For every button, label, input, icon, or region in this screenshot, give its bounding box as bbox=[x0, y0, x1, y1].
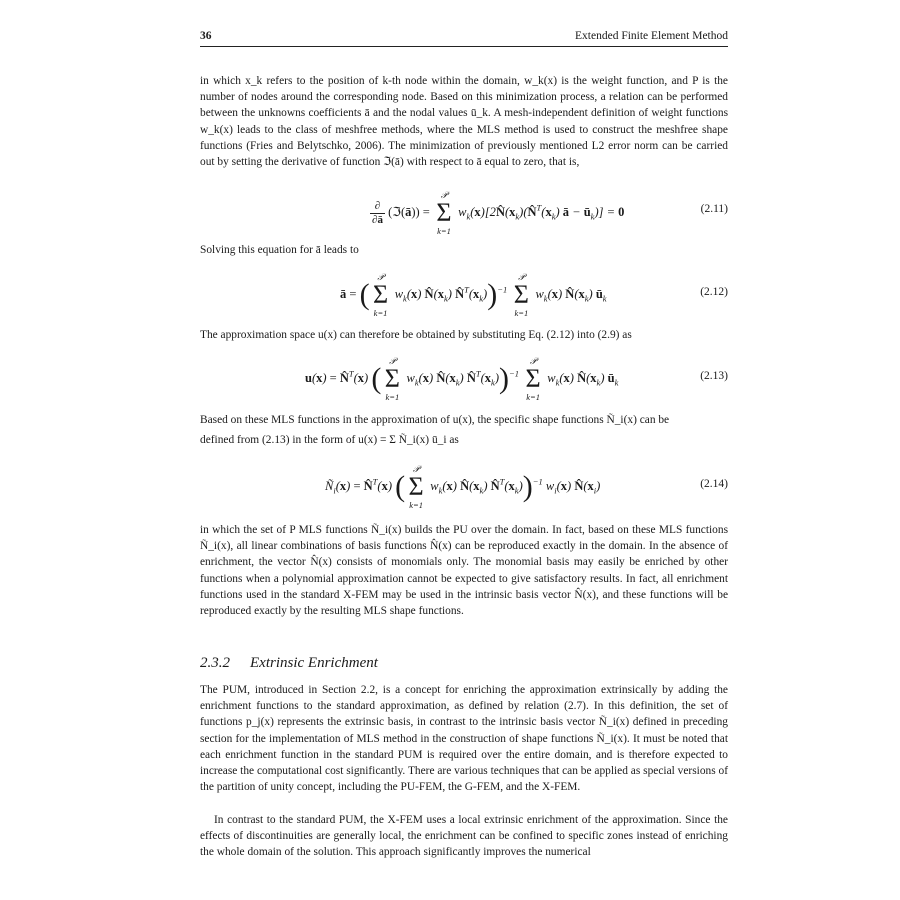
equation-2-12-body: ā = ( 𝒫 Σ k=1 $w_k(x)$ $N̂(x_k)$ $N̂^T(x_k))^{-1}$ 𝒫 Σ k=1 $w_k(x)$ $N̂(x_k)$ $ū_k$ bbox=[340, 272, 607, 318]
text-approximation-space: The approximation space u(x) can therefore be obtained by substituting Eq. (2.12) into (2.9) as bbox=[200, 329, 632, 341]
equation-2-11 bbox=[200, 190, 728, 234]
equation-number-2-13: (2.13) bbox=[700, 370, 728, 382]
equation-2-11-body: ∂ ∂ā (ℑ(ā)) = 𝒫 Σ k=1 $w_k(x)[2N̂(x_k)(N̂^T(x_k)$ ā − $ū_k)] = 0$ bbox=[372, 190, 625, 236]
page-number: 36 bbox=[200, 30, 212, 42]
paragraph-partition-of-unity: in which the set of P MLS functions Ñ_i(x) builds the PU over the domain. In fact, based on these MLS functions Ñ_i(x), all linear combinations of basis functions N̂(x) can be reproduced exactly in the domain. In the absence of enrichment, the vector N̂(x) consists of monomials only. The monomial basis may easily be enriched by other functions when a polynomial approximation cannot be expected to give satisfactory results. In fact, all enrichment functions used in the standard X-FEM may be used in the intrinsic basis vector N̂(x), and these functions will be reproduced exactly by the resulting MLS shape functions. bbox=[200, 524, 728, 618]
paragraph-pum: The PUM, introduced in Section 2.2, is a concept for enriching the approximation extrinsically by adding the enrichment functions to the standard approximation, as defined by relation (2.7). In this definition, the set of functions p_j(x) represents the extrinsic basis, in contrast to the intrinsic basis vector Ñ_i(x) defined in preceding section for the implementation of MLS method in the construction of shape functions Ñ_i(x). It must be noted that each enrichment function in the standard PUM is required over the entire domain, and is therefore expected to increase the computational cost significantly. There are various techniques that can be applied as special versions of the partition of unity concept, including the PU-FEM, the G-FEM, and the X-FEM. bbox=[200, 684, 728, 794]
equation-2-14-body: $Ñ_i(x)$ = N̂$^T$(x) ( 𝒫 Σ k=1 $w_k(x)$ $N̂(x_k)$ $N̂^T(x_k))^{-1}$ $w_i(x)$ $N̂(x_i)$ bbox=[325, 464, 601, 510]
text-mls-functions-line2: defined from (2.13) in the form of u(x) = Σ Ñ_i(x) ū_i as bbox=[200, 434, 459, 446]
equation-2-12 bbox=[200, 268, 728, 318]
page-header bbox=[200, 28, 728, 47]
equation-number-2-11: (2.11) bbox=[700, 203, 728, 215]
text-mls-functions-line1: Based on these MLS functions in the approximation of u(x), the specific shape functions Ñ_i(x) can be bbox=[200, 414, 670, 426]
equation-number-2-14: (2.14) bbox=[700, 478, 728, 490]
equation-2-14 bbox=[200, 458, 728, 514]
paragraph-weight-function: in which x_k refers to the position of k-th node within the domain, w_k(x) is the weight function, and P is the number of nodes around the corresponding node. Based on this minimization process, a relation can be performed between the unknowns coefficients ā and the nodal values ū_k. A mesh-independent definition of weight functions w_k(x) leads to the class of meshfree methods, where the MLS method is used to construct the meshfree shape functions (Fries and Belytschko, 2006). The minimization of previously mentioned L2 error norm can be carried out by setting the derivative of function ℑ(ā) with respect to ā equal to zero, that is, bbox=[200, 75, 728, 169]
running-title: Extended Finite Element Method bbox=[575, 30, 728, 42]
equation-2-13 bbox=[200, 352, 728, 402]
section-title: Extrinsic Enrichment bbox=[250, 655, 378, 671]
paragraph-xfem: In contrast to the standard PUM, the X-FEM uses a local extrinsic enrichment of the approximation. Since the effects of discontinuities are generally local, the enrichment can be confined to specific zones instead of enriching the whole domain of the solution. This approach significantly improves the numerical bbox=[200, 814, 728, 859]
equation-2-13-body: u(x) = N̂$^T$(x) ( 𝒫 Σ k=1 $w_k(x)$ $N̂(x_k)$ $N̂^T(x_k))^{-1}$ 𝒫 Σ k=1 $w_k(x)$ $N̂(x_k)$ $ū_k$ bbox=[305, 356, 619, 402]
section-heading bbox=[200, 655, 378, 672]
section-number: 2.3.2 bbox=[200, 655, 230, 671]
text-solving: Solving this equation for ā leads to bbox=[200, 244, 359, 256]
equation-number-2-12: (2.12) bbox=[700, 286, 728, 298]
